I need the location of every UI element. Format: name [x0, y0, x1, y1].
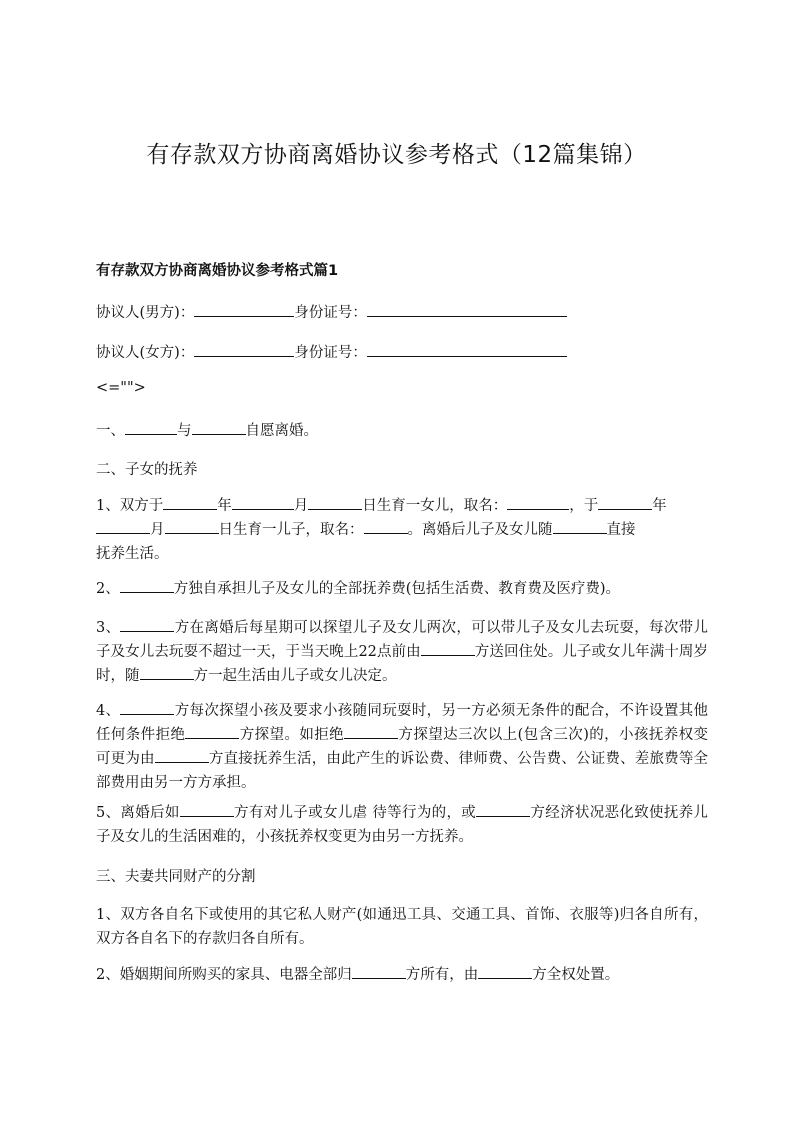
- item1-text-c: 月: [293, 498, 309, 514]
- item1-text-f: 年: [652, 498, 667, 514]
- party-female-line: [96, 341, 706, 365]
- clause-one-blank-a: [125, 419, 177, 435]
- item1-blank-year2: [598, 494, 652, 510]
- clause-one-suffix: 自愿离婚。: [245, 423, 318, 439]
- item1-text-k: 抚养生活。: [96, 546, 169, 562]
- item4-text-d: 方探望达三次以上(包含三次)的，小孩抚养权变可更为由: [96, 727, 709, 767]
- item5-blank-a: [180, 801, 234, 817]
- item1-blank-day1: [308, 494, 362, 510]
- item3-text-d: 方一起生活由儿子或女儿决定。: [193, 668, 397, 684]
- item1-text-b: 年: [217, 498, 232, 514]
- party-female-id-blank: [367, 341, 567, 357]
- item5-text-c: 方经济状况恶化致使抚养儿子及女儿的生活困难的，小孩抚养权变更为由另一方抚养。: [96, 805, 708, 845]
- party-male-name-blank: [194, 301, 294, 317]
- item3-blank-a: [120, 616, 174, 632]
- item1-blank-year1: [163, 494, 217, 510]
- party-male-id-label: 身份证号：: [294, 305, 367, 321]
- heading-property-division: 三、夫妻共同财产的分割: [96, 869, 256, 885]
- heading-child-custody: 二、子女的抚养: [96, 462, 198, 478]
- custody-item-4: [96, 699, 708, 795]
- prop2-blank-a: [352, 963, 406, 979]
- item5-blank-b: [476, 801, 530, 817]
- clause-one-blank-b: [192, 419, 246, 435]
- prop2-text-a: 2、婚姻期间所购买的家具、电器全部归: [96, 967, 352, 983]
- custody-item-1: [96, 494, 708, 566]
- custody-item-5: [96, 801, 708, 849]
- item1-text-a: 1、双方于: [96, 498, 164, 514]
- stray-markup-text: <="">: [96, 380, 146, 396]
- item4-blank-b: [185, 723, 239, 739]
- section-title: 有存款双方协商离婚协议参考格式篇1: [96, 263, 339, 279]
- item5-text-a: 5、离婚后如: [96, 805, 180, 821]
- party-male-label: 协议人(男方)：: [96, 305, 195, 321]
- item4-blank-c: [344, 723, 398, 739]
- item4-text-c: 方探望。如拒绝: [239, 727, 345, 743]
- item1-blank-month2: [96, 518, 150, 534]
- item5-text-b: 方有对儿子或女儿虐 待等行为的，或: [233, 805, 477, 821]
- item2-text-a: 2、: [96, 581, 120, 597]
- item1-text-g: 月: [150, 522, 165, 538]
- clause-one: [96, 419, 706, 443]
- item1-text-j: 直接: [606, 522, 636, 538]
- party-female-label: 协议人(女方)：: [96, 345, 195, 361]
- item3-blank-b: [421, 640, 475, 656]
- item2-blank: [120, 577, 174, 593]
- item4-text-b: 方每次探望小孩及要求小孩随同玩耍时，另一方必须无条件的配合，不许设置其他任何条件拒绝: [96, 703, 708, 743]
- item4-text-e: 方直接抚养生活，由此产生的诉讼费、律师费、公告费、公证费、差旅费等全部费用由另一方方承担。: [96, 751, 709, 791]
- item1-blank-month1: [232, 494, 294, 510]
- item3-text-a: 3、: [96, 620, 121, 636]
- clause-one-mid: 与: [177, 423, 192, 439]
- party-female-name-blank: [194, 341, 294, 357]
- party-female-id-label: 身份证号：: [294, 345, 367, 361]
- item4-blank-a: [120, 699, 174, 715]
- prop2-text-c: 方全权处置。: [532, 967, 620, 983]
- item4-blank-d: [155, 747, 209, 763]
- custody-item-3: [96, 616, 708, 688]
- item1-text-h: 日生育一儿子，取名：: [218, 522, 364, 538]
- item1-text-d: 日生育一女儿，取名：: [362, 498, 508, 514]
- prop2-text-b: 方所有，由: [405, 967, 479, 983]
- item1-text-e: ，于: [569, 498, 599, 514]
- party-male-id-blank: [367, 301, 567, 317]
- item2-text-b: 方独自承担儿子及女儿的全部抚养费(包括生活费、教育费及医疗费)。: [173, 581, 621, 597]
- item1-blank-daughter-name: [507, 494, 569, 510]
- item3-text-b: 方在离婚后每星期可以探望儿子及女儿两次，可以带儿子及女儿去玩耍，每次带儿子及女儿去玩耍不超过一天，于当天晚上22点前由: [96, 620, 708, 660]
- clause-one-prefix: 一、: [96, 423, 125, 439]
- prop2-blank-b: [478, 963, 532, 979]
- item1-blank-custodian: [553, 518, 607, 534]
- item4-text-a: 4、: [96, 703, 121, 719]
- party-male-line: [96, 301, 706, 325]
- item3-text-c: 方送回住处。儿子或女儿年满十周岁时，随: [96, 644, 709, 684]
- item1-blank-son-name: [364, 518, 408, 534]
- custody-item-2: [96, 577, 708, 601]
- document-title: 有存款双方协商离婚协议参考格式（12篇集锦）: [146, 142, 647, 168]
- property-item-2: [96, 963, 708, 987]
- item1-text-i: 。离婚后儿子及女儿随: [407, 522, 553, 538]
- item3-blank-c: [140, 664, 194, 680]
- item1-blank-day2: [165, 518, 219, 534]
- property-item-1: 1、双方各自名下或使用的其它私人财产(如通迅工具、交通工具、首饰、衣服等)归各自所有，双方各自名下的存款归各自所有。: [96, 907, 708, 947]
